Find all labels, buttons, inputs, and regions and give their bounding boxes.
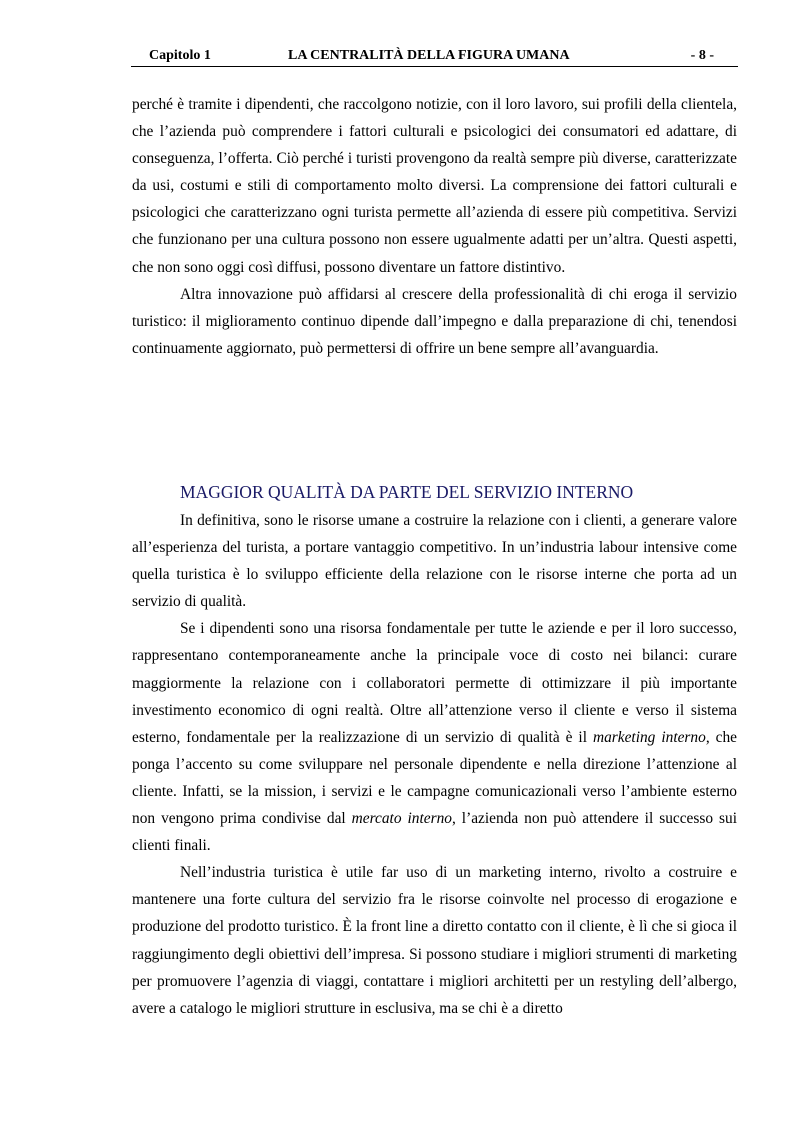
- paragraph: perché è tramite i dipendenti, che raccolgono notizie, con il loro lavoro, sui profili della clientela, che l’azienda può comprendere i fattori culturali e psicologici dei consumatori ed adattare, di conseguenza, l’offerta. Ciò perché i turisti provengono da realtà sempre più diverse, caratterizzate da usi, costumi e stili di comportamento molto diversi. La comprensione dei fattori culturali e psicologici che caratterizzano ogni turista permette all’azienda di essere più competitiva. Servizi che funzionano per una cultura possono non essere ugualmente adatti per un’altra. Questi aspetti, che non sono oggi così diffusi, possono diventare un fattore distintivo.: [132, 96, 737, 276]
- body-block-1: [132, 91, 737, 362]
- text-run: Se i dipendenti sono una risorsa fondamentale per tutte le aziende e per il loro successo, rappresentano contemporaneamente anche la principale voce di costo nei bilanci: curare maggiormente la relazione con i collaboratori permette di ottimizzare il più importante investimento economico di ogni realtà. Oltre all’attenzione verso il cliente e verso il sistema esterno, fondamentale per la realizzazione di un servizio di qualità è il: [132, 620, 737, 746]
- header-chapter: Capitolo 1: [149, 48, 211, 63]
- body-block-2: [132, 507, 737, 1022]
- section-heading: MAGGIOR QUALITÀ DA PARTE DEL SERVIZIO INTERNO: [180, 482, 634, 502]
- page-header: [131, 46, 738, 67]
- header-title: LA CENTRALITÀ DELLA FIGURA UMANA: [288, 48, 570, 63]
- header-page-number: - 8 -: [690, 48, 714, 63]
- paragraph: In definitiva, sono le risorse umane a costruire la relazione con i clienti, a generare valore all’esperienza del turista, a portare vantaggio competitivo. In un’industria labour intensive come quella turistica è lo sviluppo efficiente della relazione con le risorse interne che porta ad un servizio di qualità.: [132, 512, 737, 611]
- paragraph: [132, 615, 737, 859]
- italic-term: marketing interno: [592, 728, 706, 746]
- italic-term: mercato interno: [351, 810, 452, 828]
- paragraph: Nell’industria turistica è utile far uso di un marketing interno, rivolto a costruire e mantenere una forte cultura del servizio fra le risorse coinvolte nel processo di erogazione e produzione del prodotto turistico. È la front line a diretto contatto con il cliente, è lì che si gioca il raggiungimento degli obiettivi dell’impresa. Si possono studiare i migliori strumenti di marketing per promuovere l’agenzia di viaggi, contattare i migliori architetti per un restyling dell’albergo, avere a catalogo le migliori strutture in esclusiva, ma se chi è a diretto: [132, 864, 737, 1017]
- text-run: , l’azienda non può attendere il successo sui clienti finali.: [132, 810, 738, 855]
- text-run: , che ponga l’accento su come sviluppare nel personale dipendente e nella direzione l’attenzione al cliente. Infatti, se la mission, i servizi e le campagne comunicazionali verso l’ambiente esterno non vengono prima condivise dal: [132, 728, 737, 828]
- paragraph: Altra innovazione può affidarsi al crescere della professionalità di chi eroga il servizio turistico: il miglioramento continuo dipende dall’impegno e dalla preparazione di chi, tenendosi continuamente aggiornato, può permettersi di offrire un bene sempre all’avanguardia.: [132, 285, 737, 357]
